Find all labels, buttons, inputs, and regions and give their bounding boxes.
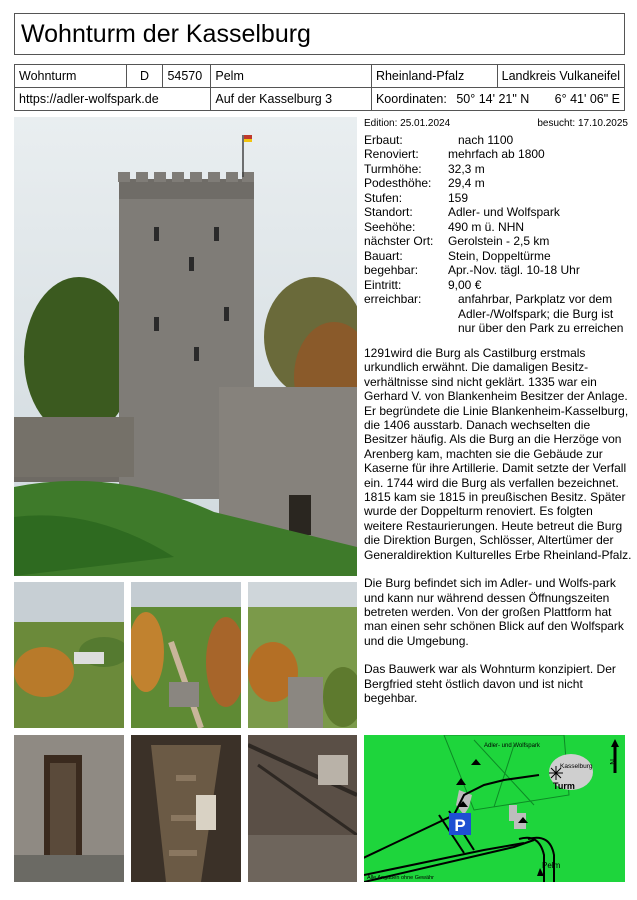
- main-tower-photo: [14, 117, 357, 576]
- fact-label: Renoviert:: [364, 147, 419, 161]
- info-website[interactable]: https://adler-wolfspark.de: [15, 88, 211, 111]
- fact-value: anfahrbar, Parkplatz vor dem Adler-/Wolfspark; die Burg ist nur über den Park zu erreichen: [458, 292, 624, 335]
- fact-label: Eintritt:: [364, 277, 402, 292]
- map-tower-label: Turm: [553, 781, 575, 791]
- fact-row: [364, 133, 628, 148]
- history-paragraph: 1291wird die Burg als Castilburg erstmals urkundlich erwähnt. Die damaligen Besitz-verhältnisse sind nicht geklärt. 1335 war ein Gerhard V. von Blankenheim Besitzer der Anlage. Er begründete die Linie Blankenheim-Kasselburg, die 1406 ausstarb. Danach wechselten die Besitzer häufig. Als die Burg an die Herzöge von Arenberg kam, machten sie die Gebäude zur Kaserne für ihre Artillerie. Damit setzte der Verfall ein. 1744 wird die Burg als verfallen bezeichnet. 1815 kam sie 1815 in preußischen Besitz. Später wurde der Doppelturm renoviert. Es folgten weitere Restaurierungen. Heute betreut die Burg die Direktion Burgen, Schlösser, Altertümer der Generaldirektion Kulturelles Erbe Rheinland-Pfalz.: [364, 346, 632, 562]
- aerial-photo-2: [131, 582, 241, 728]
- entrance-arrow-icon: [456, 778, 466, 785]
- coords-lat: 50° 14' 21" N: [456, 92, 530, 106]
- fact-value: Stein, Doppeltürme: [448, 248, 551, 263]
- history-paragraph: Das Bauwerk war als Wohnturm konzipiert. Der Bergfried steht östlich davon und ist nicht begehbar.: [364, 662, 616, 705]
- info-postcode: 54570: [163, 65, 211, 88]
- fact-label: Stufen:: [364, 190, 403, 205]
- edition-date: Edition: 25.01.2024: [364, 118, 451, 129]
- fact-row: [364, 147, 628, 162]
- info-address: Auf der Kasselburg 3: [211, 88, 372, 111]
- doorway-photo: [14, 735, 124, 882]
- fact-label: Turmhöhe:: [364, 161, 422, 176]
- fact-row: [364, 176, 628, 191]
- fact-value: 29,4 m: [448, 176, 485, 190]
- fact-row: [364, 278, 628, 293]
- fact-value: nach 1100: [458, 132, 514, 147]
- fact-label: Podesthöhe:: [364, 176, 432, 190]
- fact-value: Apr.-Nov. tägl. 10-18 Uhr: [448, 263, 580, 277]
- fact-row: [364, 220, 628, 235]
- fact-value: 490 m ü. NHN: [448, 219, 525, 234]
- history-paragraph: Die Burg befindet sich im Adler- und Wolfs-park und kann nur während dessen Öffnungszeiten betreten werden. Von der großen Plattform hat man einen sehr schönen Blick auf den Wolfspark und die Umgebung.: [364, 576, 624, 648]
- coords-lon: 6° 41' 06" E: [554, 92, 620, 106]
- fact-row: [364, 162, 628, 177]
- map-north-label: N: [608, 759, 617, 765]
- map-graphic: [364, 735, 625, 882]
- info-country: D: [126, 65, 163, 88]
- fact-value: 9,00 €: [448, 277, 482, 292]
- fact-row: [364, 292, 628, 336]
- meta-row: [364, 117, 628, 132]
- page-title: Wohnturm der Kasselburg: [14, 13, 625, 55]
- fact-row: [364, 249, 628, 264]
- fact-label: erreichbar:: [364, 292, 422, 306]
- fact-label: begehbar:: [364, 263, 419, 277]
- staircase-photo: [131, 735, 241, 882]
- visited-date: besucht: 17.10.2025: [537, 118, 628, 129]
- fact-label: Seehöhe:: [364, 219, 416, 234]
- entrance-arrow-icon: [471, 759, 481, 765]
- aerial-photo-1: [14, 582, 124, 728]
- map-town-label: Pelm: [542, 861, 561, 870]
- fact-value: Gerolstein - 2,5 km: [448, 234, 550, 248]
- fact-value: mehrfach ab 1800: [448, 147, 545, 161]
- fact-row: [364, 205, 628, 220]
- fact-value: 32,3 m: [448, 161, 485, 176]
- location-map: [364, 735, 625, 882]
- info-district: Landkreis Vulkaneifel: [497, 65, 624, 88]
- history-text: [364, 346, 634, 719]
- parking-label: P: [454, 816, 466, 835]
- info-town: Pelm: [211, 65, 372, 88]
- coords-label: Koordinaten:: [375, 92, 447, 106]
- fact-row: [364, 234, 628, 249]
- fact-row: [364, 263, 628, 278]
- facts-panel: [364, 117, 628, 336]
- fact-label: nächster Ort:: [364, 234, 434, 248]
- info-coordinates: [371, 88, 624, 111]
- fact-label: Erbaut:: [364, 132, 403, 147]
- info-table: [14, 64, 625, 111]
- map-park-label: Adler- und Wolfspark: [484, 743, 540, 749]
- aerial-photo-3: [248, 582, 357, 728]
- interior-stairs-photo: [248, 735, 357, 882]
- info-state: Rheinland-Pfalz: [371, 65, 497, 88]
- fact-value: Adler- und Wolfspark: [448, 205, 560, 219]
- info-type: Wohnturm: [15, 65, 127, 88]
- map-castle-label: Kasselburg: [560, 763, 593, 770]
- fact-label: Bauart:: [364, 248, 403, 263]
- fact-value: 159: [448, 190, 469, 205]
- fact-row: [364, 191, 628, 206]
- map-disclaimer: Alle Angaben ohne Gewähr: [367, 875, 434, 881]
- fact-label: Standort:: [364, 205, 413, 219]
